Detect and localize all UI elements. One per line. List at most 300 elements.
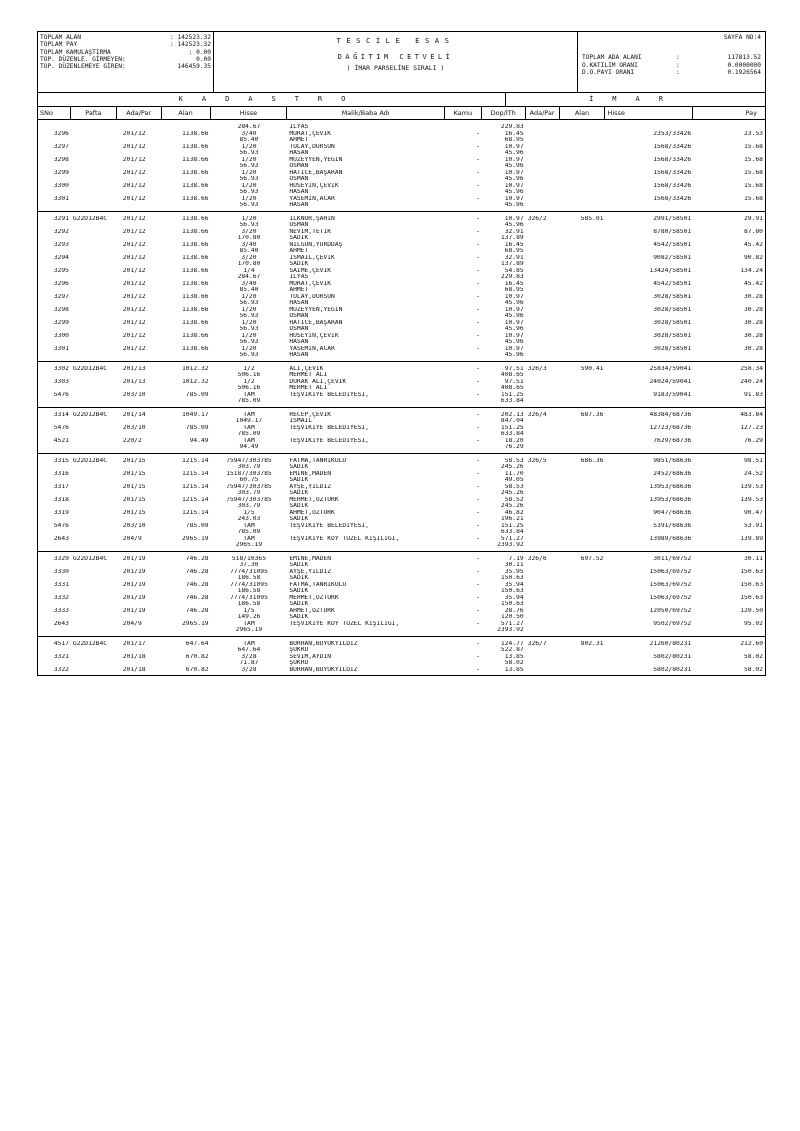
cell-imar-alan	[560, 202, 606, 209]
cell-dop: 35.94	[504, 581, 524, 588]
cell-hisse: 56.93	[239, 176, 259, 182]
cell-ada-par	[117, 352, 162, 359]
cell-malik: HATİCE,BAŞARAN	[289, 319, 343, 326]
cell-malik: HASAN	[289, 202, 309, 208]
cell-alan: 94.49	[189, 437, 209, 444]
cell-kamu: -	[475, 522, 480, 529]
cell-ada-par: 203/10	[122, 391, 146, 398]
cell-malik: HÜSEYİN,ÇEVİK	[289, 332, 339, 339]
col-header-pafta: Pafta	[71, 107, 117, 119]
cell-hisse: 1/20	[241, 306, 257, 313]
cell-dop: 49.05	[504, 477, 524, 483]
cell-ada-par: 201/15	[122, 509, 146, 516]
cell-imar-alan: 590.41	[580, 365, 604, 372]
cell-imar-hisse: 5802/80231	[653, 653, 692, 660]
cell-alan: 1049.17	[182, 411, 209, 418]
cell-pafta	[71, 667, 117, 674]
cell-malik	[287, 627, 445, 634]
cell-imar-hisse: 3028/58501	[653, 293, 692, 300]
cell-alan: 1215.14	[182, 483, 209, 490]
cell-pay: 139.53	[740, 496, 763, 503]
cell-dop: 16.45	[504, 130, 524, 137]
cell-pay: 120.50	[740, 607, 763, 614]
cell-ada-par: 201/18	[122, 666, 146, 673]
cell-pay: 240.24	[740, 378, 763, 385]
document-subtitle: DAĞITIM CETVELİ	[337, 53, 454, 61]
cell-hisse: 1/20	[241, 182, 257, 189]
cell-kamu: -	[475, 280, 480, 287]
summary-value: : 0.00	[188, 48, 211, 56]
cell-pafta	[71, 352, 117, 359]
cell-dop: 68.95	[504, 287, 524, 293]
cell-imar-hisse: 3028/58501	[653, 306, 692, 313]
cell-malik	[287, 398, 445, 405]
cell-hisse: 3/20	[241, 254, 257, 261]
table-row	[38, 352, 765, 359]
cell-alan	[162, 352, 211, 359]
summary-value: 146459.35	[177, 63, 211, 71]
cell-pafta	[71, 398, 117, 405]
cell-alan: 1138.66	[182, 306, 209, 313]
cell-sno: 3299	[53, 169, 69, 176]
cell-kamu: -	[475, 306, 480, 313]
cell-imar-hisse: 3028/58501	[653, 319, 692, 326]
cell-kamu: -	[475, 215, 480, 222]
cell-dop: 10.97	[504, 169, 524, 176]
cell-pafta	[71, 444, 117, 451]
col-header-hisse: Hisse	[211, 107, 288, 119]
cell-imar-ada-par: 326/4	[527, 411, 547, 418]
summary-row	[40, 63, 211, 70]
cell-dop: 45.96	[504, 222, 524, 228]
cell-malik: YASEMİN,ACAR	[289, 345, 335, 352]
cell-imar-hisse: 1568/33426	[653, 143, 692, 150]
cell-hisse: 56.93	[239, 202, 259, 208]
cell-alan: 1138.66	[182, 143, 209, 150]
section-header	[37, 93, 766, 107]
summary-row	[40, 34, 211, 41]
cell-malik: AHMET,ÖZTÜRK	[289, 509, 335, 516]
cell-hisse: 1/5	[243, 509, 255, 516]
cell-pay: 139.53	[740, 483, 763, 490]
cell-imar-hisse: 9047/68636	[653, 509, 692, 516]
cell-hisse: 56.93	[239, 222, 259, 228]
cell-sno: 3297	[53, 293, 69, 300]
cell-malik: ŞÜKRÜ	[289, 660, 309, 666]
cell-kamu: -	[475, 666, 480, 673]
cell-sno	[38, 398, 71, 405]
cell-ada-par	[117, 627, 162, 634]
col-header-imar-ada-par: Ada/Par	[526, 107, 560, 119]
cell-hisse: 785.09	[237, 398, 261, 404]
cell-ada-par: 201/12	[122, 182, 146, 189]
cell-hisse: 506.16	[237, 372, 261, 378]
cell-imar-ada-par	[526, 667, 560, 674]
cell-hisse: 1/20	[241, 143, 257, 150]
cell-hisse: TAM	[243, 620, 255, 627]
cell-alan: 1138.66	[182, 293, 209, 300]
table-row	[38, 627, 765, 634]
cell-hisse: 56.93	[239, 300, 259, 306]
cell-sno	[38, 627, 71, 634]
cell-dop: 120.50	[500, 614, 524, 620]
cell-hisse: 3/40	[241, 241, 257, 248]
cell-pay: 127.23	[740, 424, 763, 431]
cell-sno	[38, 542, 71, 549]
cell-pay: 139.89	[740, 535, 763, 542]
cell-malik: SEVİM,AYDIN	[289, 653, 332, 660]
cell-malik: AYŞE,YILDIZ	[289, 483, 332, 490]
cell-hisse: 15187/303785	[226, 470, 272, 477]
cell-imar-hisse: 8780/58501	[653, 228, 692, 235]
cell-sno: 3321	[53, 653, 69, 660]
cell-dop: 151.25	[500, 522, 524, 529]
cell-imar-hisse: 12723/68736	[649, 424, 692, 431]
cell-sno: 3303	[53, 378, 69, 385]
cell-ada-par: 204/9	[122, 620, 142, 627]
cell-imar-alan	[560, 542, 606, 549]
cell-dop: 13.85	[504, 666, 524, 673]
cell-hisse: 647.64	[237, 647, 261, 653]
cell-pay: 134.24	[740, 267, 763, 274]
cell-imar-hisse: 3011/69752	[653, 555, 692, 562]
cell-pay	[693, 444, 765, 451]
table-row	[38, 444, 765, 451]
cell-pay: 15.68	[744, 182, 763, 189]
cell-dop: 45.96	[504, 150, 524, 156]
cell-hisse: 785.09	[237, 431, 261, 437]
cell-imar-hisse: 9502/69752	[653, 620, 692, 627]
cell-malik: TEŞVİKİYE BELEDİYESİ,	[289, 424, 369, 431]
summary-label: TOPLAM ALAN	[40, 34, 81, 41]
cell-imar-hisse: 2353/33426	[653, 130, 692, 137]
cell-pay: 30.28	[744, 293, 763, 300]
column-header-row	[37, 107, 766, 120]
summary-row	[40, 41, 211, 48]
cell-dop: 10.97	[504, 332, 524, 339]
section-kadastro: KADASTRO	[178, 95, 365, 103]
cell-imar-hisse	[605, 542, 693, 549]
cell-pay	[693, 627, 765, 634]
cell-sno: 5476	[53, 522, 69, 529]
cell-malik: MEHMET,ÖZTÜRK	[289, 496, 339, 503]
cell-alan: 1138.66	[182, 345, 209, 352]
cell-imar-hisse: 15063/69752	[649, 568, 692, 575]
cell-ada-par: 201/12	[122, 267, 146, 274]
cell-imar-hisse: 21260/80231	[649, 640, 692, 647]
cell-imar-hisse: 5391/68636	[653, 522, 692, 529]
cell-malik: SADIK	[289, 562, 309, 568]
cell-malik: TEŞVİKİYE BELEDİYESİ,	[289, 437, 369, 444]
summary-row	[582, 54, 761, 61]
cell-malik: EMİNE,MADEN	[289, 470, 332, 477]
cell-hisse: 56.93	[239, 150, 259, 156]
cell-hisse: 56.93	[239, 339, 259, 345]
cell-pay: 483.84	[740, 411, 763, 418]
cell-pay: 76.29	[744, 437, 763, 444]
cell-alan: 1138.66	[182, 182, 209, 189]
cell-alan: 785.09	[185, 391, 209, 398]
cell-ada-par	[117, 542, 162, 549]
cell-malik: OSMAN	[289, 222, 309, 228]
document-page	[37, 31, 766, 676]
cell-pay: 15.68	[744, 169, 763, 176]
cell-hisse: 1/20	[241, 293, 257, 300]
cell-pafta	[71, 202, 117, 209]
cell-dop: 10.97	[504, 319, 524, 326]
document-note: ( İMAR PARSELİNE SIRALI )	[346, 64, 445, 72]
cell-imar-hisse: 9183/59041	[653, 391, 692, 398]
cell-hisse: 303.79	[237, 503, 261, 509]
summary-right	[577, 32, 765, 92]
cell-pay: 30.28	[744, 345, 763, 352]
cell-dop: 45.96	[504, 189, 524, 195]
cell-kamu: -	[475, 470, 480, 477]
cell-malik: HASAN	[289, 150, 309, 156]
cell-alan	[162, 202, 211, 209]
cell-malik: SADIK	[289, 464, 309, 470]
cell-sno: 3300	[53, 332, 69, 339]
cell-malik: MÜZEYYEN,YEĞİN	[289, 306, 343, 313]
section-imar: İMAR	[505, 93, 765, 106]
parcel-group	[38, 552, 765, 637]
cell-malik: SADIK	[289, 261, 309, 267]
cell-kamu: -	[475, 143, 480, 150]
cell-sno: 3300	[53, 182, 69, 189]
summary-label: TOPLAM KAMULAŞTIRMA	[40, 48, 111, 56]
cell-pay	[693, 398, 765, 405]
cell-malik: OSMAN	[289, 326, 309, 332]
cell-ada-par: 201/19	[122, 555, 146, 562]
cell-imar-ada-par: 326/6	[527, 555, 547, 562]
cell-dop: 11.70	[504, 470, 524, 477]
cell-dop: 10.97	[504, 306, 524, 313]
cell-sno: 3330	[53, 568, 69, 575]
cell-hisse: 3/20	[241, 228, 257, 235]
cell-hisse: 85.40	[239, 248, 259, 254]
cell-ada-par: 201/19	[122, 581, 146, 588]
cell-sno: 3296	[53, 280, 69, 287]
cell-alan: 1138.66	[182, 195, 209, 202]
cell-kamu	[445, 627, 482, 634]
cell-malik: OSMAN	[289, 313, 309, 319]
cell-alan	[162, 542, 211, 549]
cell-hisse: 170.80	[237, 235, 261, 241]
cell-ada-par: 201/15	[122, 457, 146, 464]
cell-dop: 58.53	[504, 457, 524, 464]
cell-malik: SADIK	[289, 601, 309, 607]
cell-pay: 212.60	[740, 640, 763, 647]
cell-dop: 7.19	[508, 555, 524, 562]
cell-kamu: -	[475, 594, 480, 601]
cell-hisse: TAM	[243, 522, 255, 529]
cell-pafta: G22D12B4C	[72, 411, 108, 418]
cell-hisse: 2965.19	[235, 627, 263, 633]
cell-malik: TEŞVİKİYE KÖY TÜZEL KİŞİLİĞİ,	[289, 535, 400, 542]
cell-pay: 30.28	[744, 332, 763, 339]
cell-imar-alan: 697.52	[580, 555, 604, 562]
cell-hisse: 1/4	[243, 267, 255, 274]
col-header-ada-par: Ada/Par	[117, 107, 162, 119]
cell-pay: 90.47	[744, 509, 763, 516]
cell-alan: 1138.66	[182, 280, 209, 287]
cell-malik: HASAN	[289, 352, 309, 358]
cell-alan: 746.28	[185, 581, 209, 588]
cell-malik: TÜLAY,DURSUN	[289, 293, 335, 300]
cell-dop: 245.26	[500, 490, 524, 496]
cell-sno: 3298	[53, 306, 69, 313]
cell-hisse: 186.58	[237, 575, 261, 581]
cell-sno: 5476	[53, 424, 69, 431]
cell-imar-hisse	[605, 202, 693, 209]
cell-alan: 1138.66	[182, 241, 209, 248]
cell-kamu: -	[475, 496, 480, 503]
cell-malik: OSMAN	[289, 163, 309, 169]
cell-ada-par: 201/12	[122, 143, 146, 150]
cell-hisse: 186.58	[237, 588, 261, 594]
cell-imar-ada-par	[526, 202, 560, 209]
col-header-pay: Pay	[745, 109, 757, 117]
cell-imar-alan: 686.36	[580, 457, 604, 464]
cell-sno: 3301	[53, 195, 69, 202]
cell-malik: NİLGÜN,YURDDAŞ	[289, 241, 343, 248]
cell-imar-hisse: 4542/58501	[653, 241, 692, 248]
cell-dop: 45.96	[504, 313, 524, 319]
cell-hisse: 56.93	[239, 326, 259, 332]
cell-ada-par: 201/19	[122, 594, 146, 601]
cell-ada-par: 201/12	[122, 241, 146, 248]
cell-hisse: 94.49	[239, 444, 259, 450]
cell-dop: 68.95	[504, 137, 524, 143]
document-title: TESCİLE ESAS	[336, 36, 455, 45]
cell-pay: 58.02	[744, 653, 763, 660]
cell-ada-par: 201/12	[122, 254, 146, 261]
cell-pay: 23.53	[744, 130, 763, 137]
cell-malik: OSMAN	[289, 176, 309, 182]
cell-malik: AHMET	[289, 287, 309, 293]
cell-hisse: 1/20	[241, 169, 257, 176]
cell-dop: 10.97	[504, 195, 524, 202]
cell-sno	[38, 444, 71, 451]
cell-hisse: TAM	[243, 424, 255, 431]
cell-dop: 137.89	[500, 261, 524, 267]
cell-dop: 633.84	[500, 431, 524, 437]
summary-colon: :	[676, 69, 680, 77]
cell-imar-hisse: 4542/58501	[653, 280, 692, 287]
cell-ada-par: 201/12	[122, 306, 146, 313]
cell-kamu	[445, 444, 482, 451]
cell-dop: 35.95	[504, 568, 524, 575]
col-header-alan: Alan	[162, 107, 211, 119]
cell-dop: 137.89	[500, 235, 524, 241]
cell-imar-hisse: 24024/59041	[649, 378, 692, 385]
cell-dop: 633.84	[500, 529, 524, 535]
cell-kamu: -	[475, 130, 480, 137]
col-header-sno: SNo	[38, 107, 71, 119]
cell-ada-par: 220/2	[122, 437, 142, 444]
cell-malik: NEVİM,TETİK	[289, 228, 332, 235]
cell-hisse: 1/20	[241, 195, 257, 202]
cell-dop: 10.97	[504, 215, 524, 222]
cell-kamu: -	[475, 267, 480, 274]
cell-dop: 229.83	[500, 124, 524, 130]
table-row	[38, 667, 765, 674]
cell-hisse: 284.67	[237, 274, 261, 280]
cell-pay	[693, 542, 765, 549]
cell-dop: 58.53	[504, 483, 524, 490]
cell-hisse: 3/40	[241, 130, 257, 137]
cell-pay: 15.68	[744, 156, 763, 163]
cell-imar-hisse: 2991/58501	[653, 215, 692, 222]
cell-kamu: -	[475, 391, 480, 398]
cell-kamu: -	[475, 437, 480, 444]
cell-imar-hisse: 13989/68636	[649, 535, 692, 542]
cell-pafta	[71, 542, 117, 549]
cell-imar-alan	[560, 444, 606, 451]
cell-pay: 15.68	[744, 195, 763, 202]
cell-malik: SADIK	[289, 575, 309, 581]
cell-hisse: 75947/303785	[226, 483, 272, 490]
cell-hisse: 243.03	[237, 516, 261, 522]
cell-alan: 1138.66	[182, 332, 209, 339]
cell-alan: 1138.66	[182, 156, 209, 163]
cell-dop: 45.96	[504, 339, 524, 345]
table-row	[38, 542, 765, 549]
cell-kamu: -	[475, 483, 480, 490]
cell-kamu: -	[475, 581, 480, 588]
cell-hisse: 3/28	[241, 653, 257, 660]
cell-imar-hisse	[605, 627, 693, 634]
cell-hisse: 1/5	[243, 607, 255, 614]
cell-imar-alan	[560, 667, 606, 674]
cell-dop: 45.96	[504, 352, 524, 358]
cell-ada-par	[117, 444, 162, 451]
cell-hisse: 1/2	[243, 365, 255, 372]
summary-row	[40, 49, 211, 56]
cell-kamu: -	[475, 607, 480, 614]
cell-sno: 3296	[53, 130, 69, 137]
parcel-group	[38, 120, 765, 212]
cell-hisse: 1049.17	[235, 418, 263, 424]
cell-dop: 28.76	[504, 607, 524, 614]
cell-dop: 150.63	[500, 601, 524, 607]
cell-pay: 150.63	[740, 568, 763, 575]
cell-hisse: 3/28	[241, 666, 257, 673]
table-row	[38, 398, 765, 405]
cell-malik: İSMAİL	[289, 418, 313, 424]
cell-sno: 4517	[53, 640, 69, 647]
cell-alan: 647.64	[185, 640, 209, 647]
summary-value: : 142523.32	[170, 41, 211, 49]
cell-pay: 30.11	[744, 555, 763, 562]
cell-sno: 3333	[53, 607, 69, 614]
cell-dop: 35.94	[504, 594, 524, 601]
cell-hisse: 284.67	[237, 124, 261, 130]
cell-malik: MÜZEYYEN,YEĞİN	[289, 156, 343, 163]
cell-malik: SADIK	[289, 490, 309, 496]
cell-imar-alan: 585.01	[580, 215, 604, 222]
summary-value: 0.1926564	[727, 69, 761, 77]
cell-alan: 2965.19	[182, 535, 209, 542]
cell-kamu: -	[475, 195, 480, 202]
col-header-imar-alan: Alan	[560, 107, 606, 119]
cell-malik: İLYAS	[289, 124, 309, 130]
cell-hisse: 2965.19	[235, 542, 263, 548]
cell-malik: SADIK	[289, 503, 309, 509]
cell-ada-par: 201/12	[122, 169, 146, 176]
cell-hisse: 1/20	[241, 345, 257, 352]
cell-malik: SADIK	[289, 477, 309, 483]
